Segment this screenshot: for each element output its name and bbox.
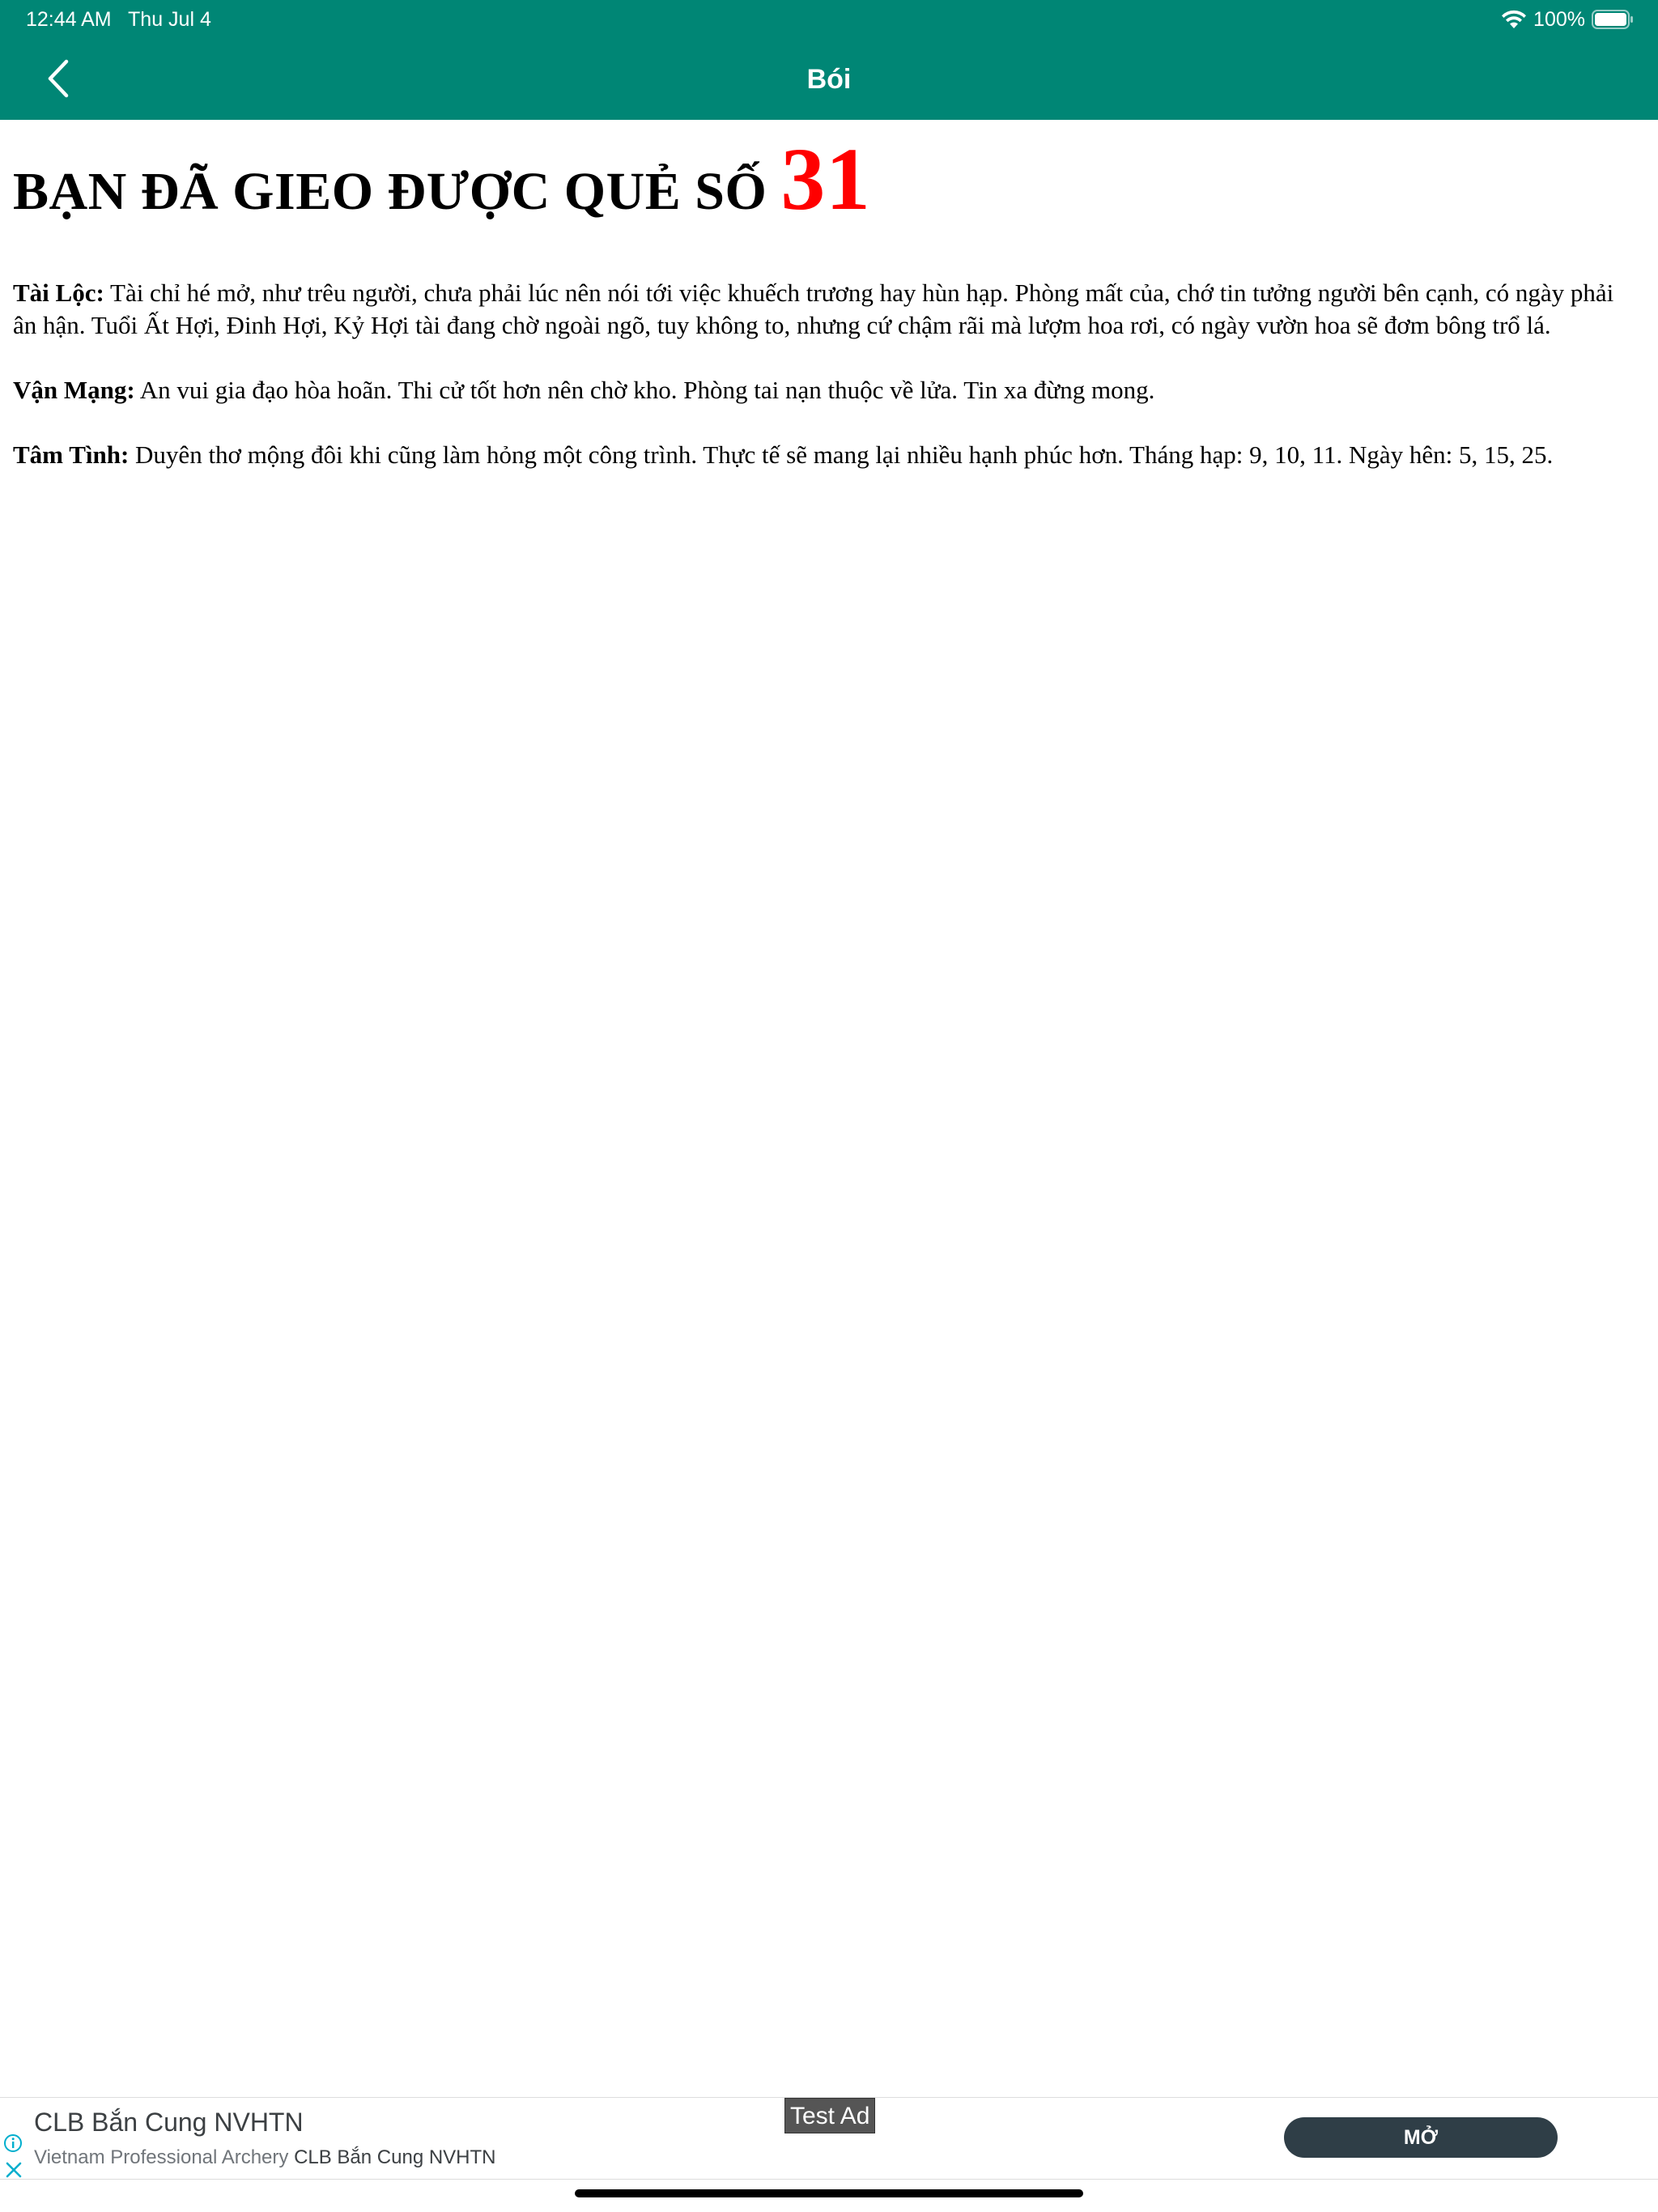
battery-icon: [1592, 10, 1634, 29]
status-time: [26, 6, 211, 32]
ad-banner[interactable]: [0, 2097, 1658, 2180]
ad-subtitle: [34, 2146, 496, 2169]
battery-percent: 100%: [1533, 7, 1585, 31]
navigation-bar: [0, 0, 1658, 120]
section-love-text: Duyên thơ mộng đôi khi cũng làm hỏng một công trình. Thực tế sẽ mang lại nhiều hạnh phúc hơn. Tháng hạp: 9, 10, 11. Ngày hên: 5, 15, 25.: [129, 440, 1554, 469]
section-wealth: [13, 277, 1640, 342]
section-wealth-text: Tài chỉ hé mở, như trêu người, chưa phải lúc nên nói tới việc khuếch trương hay hùn hạp. Phòng mất của, chớ tin tưởng người bên cạnh, có ngày phải ân hận. Tuổi Ất Hợi, Đinh Hợi, Kỷ Hợi tài đang chờ ngoài ngõ, tuy không to, nhưng cứ chậm rãi mà lượm hoa rơi, có ngày vườn hoa sẽ đơm bông trổ lá.: [13, 279, 1614, 339]
section-fate: [13, 374, 1640, 406]
status-clock: 12:44 AM: [26, 8, 112, 31]
page-title: Bói: [806, 64, 852, 95]
result-heading-text: BẠN ĐÃ GIEO ĐƯỢC QUẺ SỐ: [13, 162, 767, 221]
ad-title[interactable]: CLB Bắn Cung NVHTN: [34, 2108, 304, 2137]
ad-advertiser: CLB Bắn Cung NVHTN: [294, 2146, 496, 2168]
wifi-icon: [1501, 9, 1527, 30]
result-number: 31: [780, 130, 871, 228]
ad-subtitle-prefix: Vietnam Professional Archery: [34, 2146, 289, 2168]
section-love-label: Tâm Tình:: [13, 440, 130, 469]
section-fate-label: Vận Mạng:: [13, 376, 135, 404]
section-wealth-label: Tài Lộc:: [13, 279, 104, 307]
info-icon[interactable]: [3, 2133, 23, 2153]
status-date: Thu Jul 4: [128, 8, 211, 31]
fortune-content: [13, 130, 1640, 471]
test-ad-badge: Test Ad: [784, 2098, 875, 2133]
ad-open-button[interactable]: MỞ: [1284, 2117, 1558, 2158]
section-fate-text: An vui gia đạo hòa hoãn. Thi cử tốt hơn nên chờ kho. Phòng tai nạn thuộc về lửa. Tin xa đừng mong.: [134, 376, 1155, 404]
section-love: [13, 439, 1640, 471]
result-heading: [13, 130, 1640, 236]
status-indicators: [1501, 6, 1634, 32]
close-icon[interactable]: [5, 2161, 23, 2179]
home-indicator[interactable]: [575, 2189, 1083, 2197]
